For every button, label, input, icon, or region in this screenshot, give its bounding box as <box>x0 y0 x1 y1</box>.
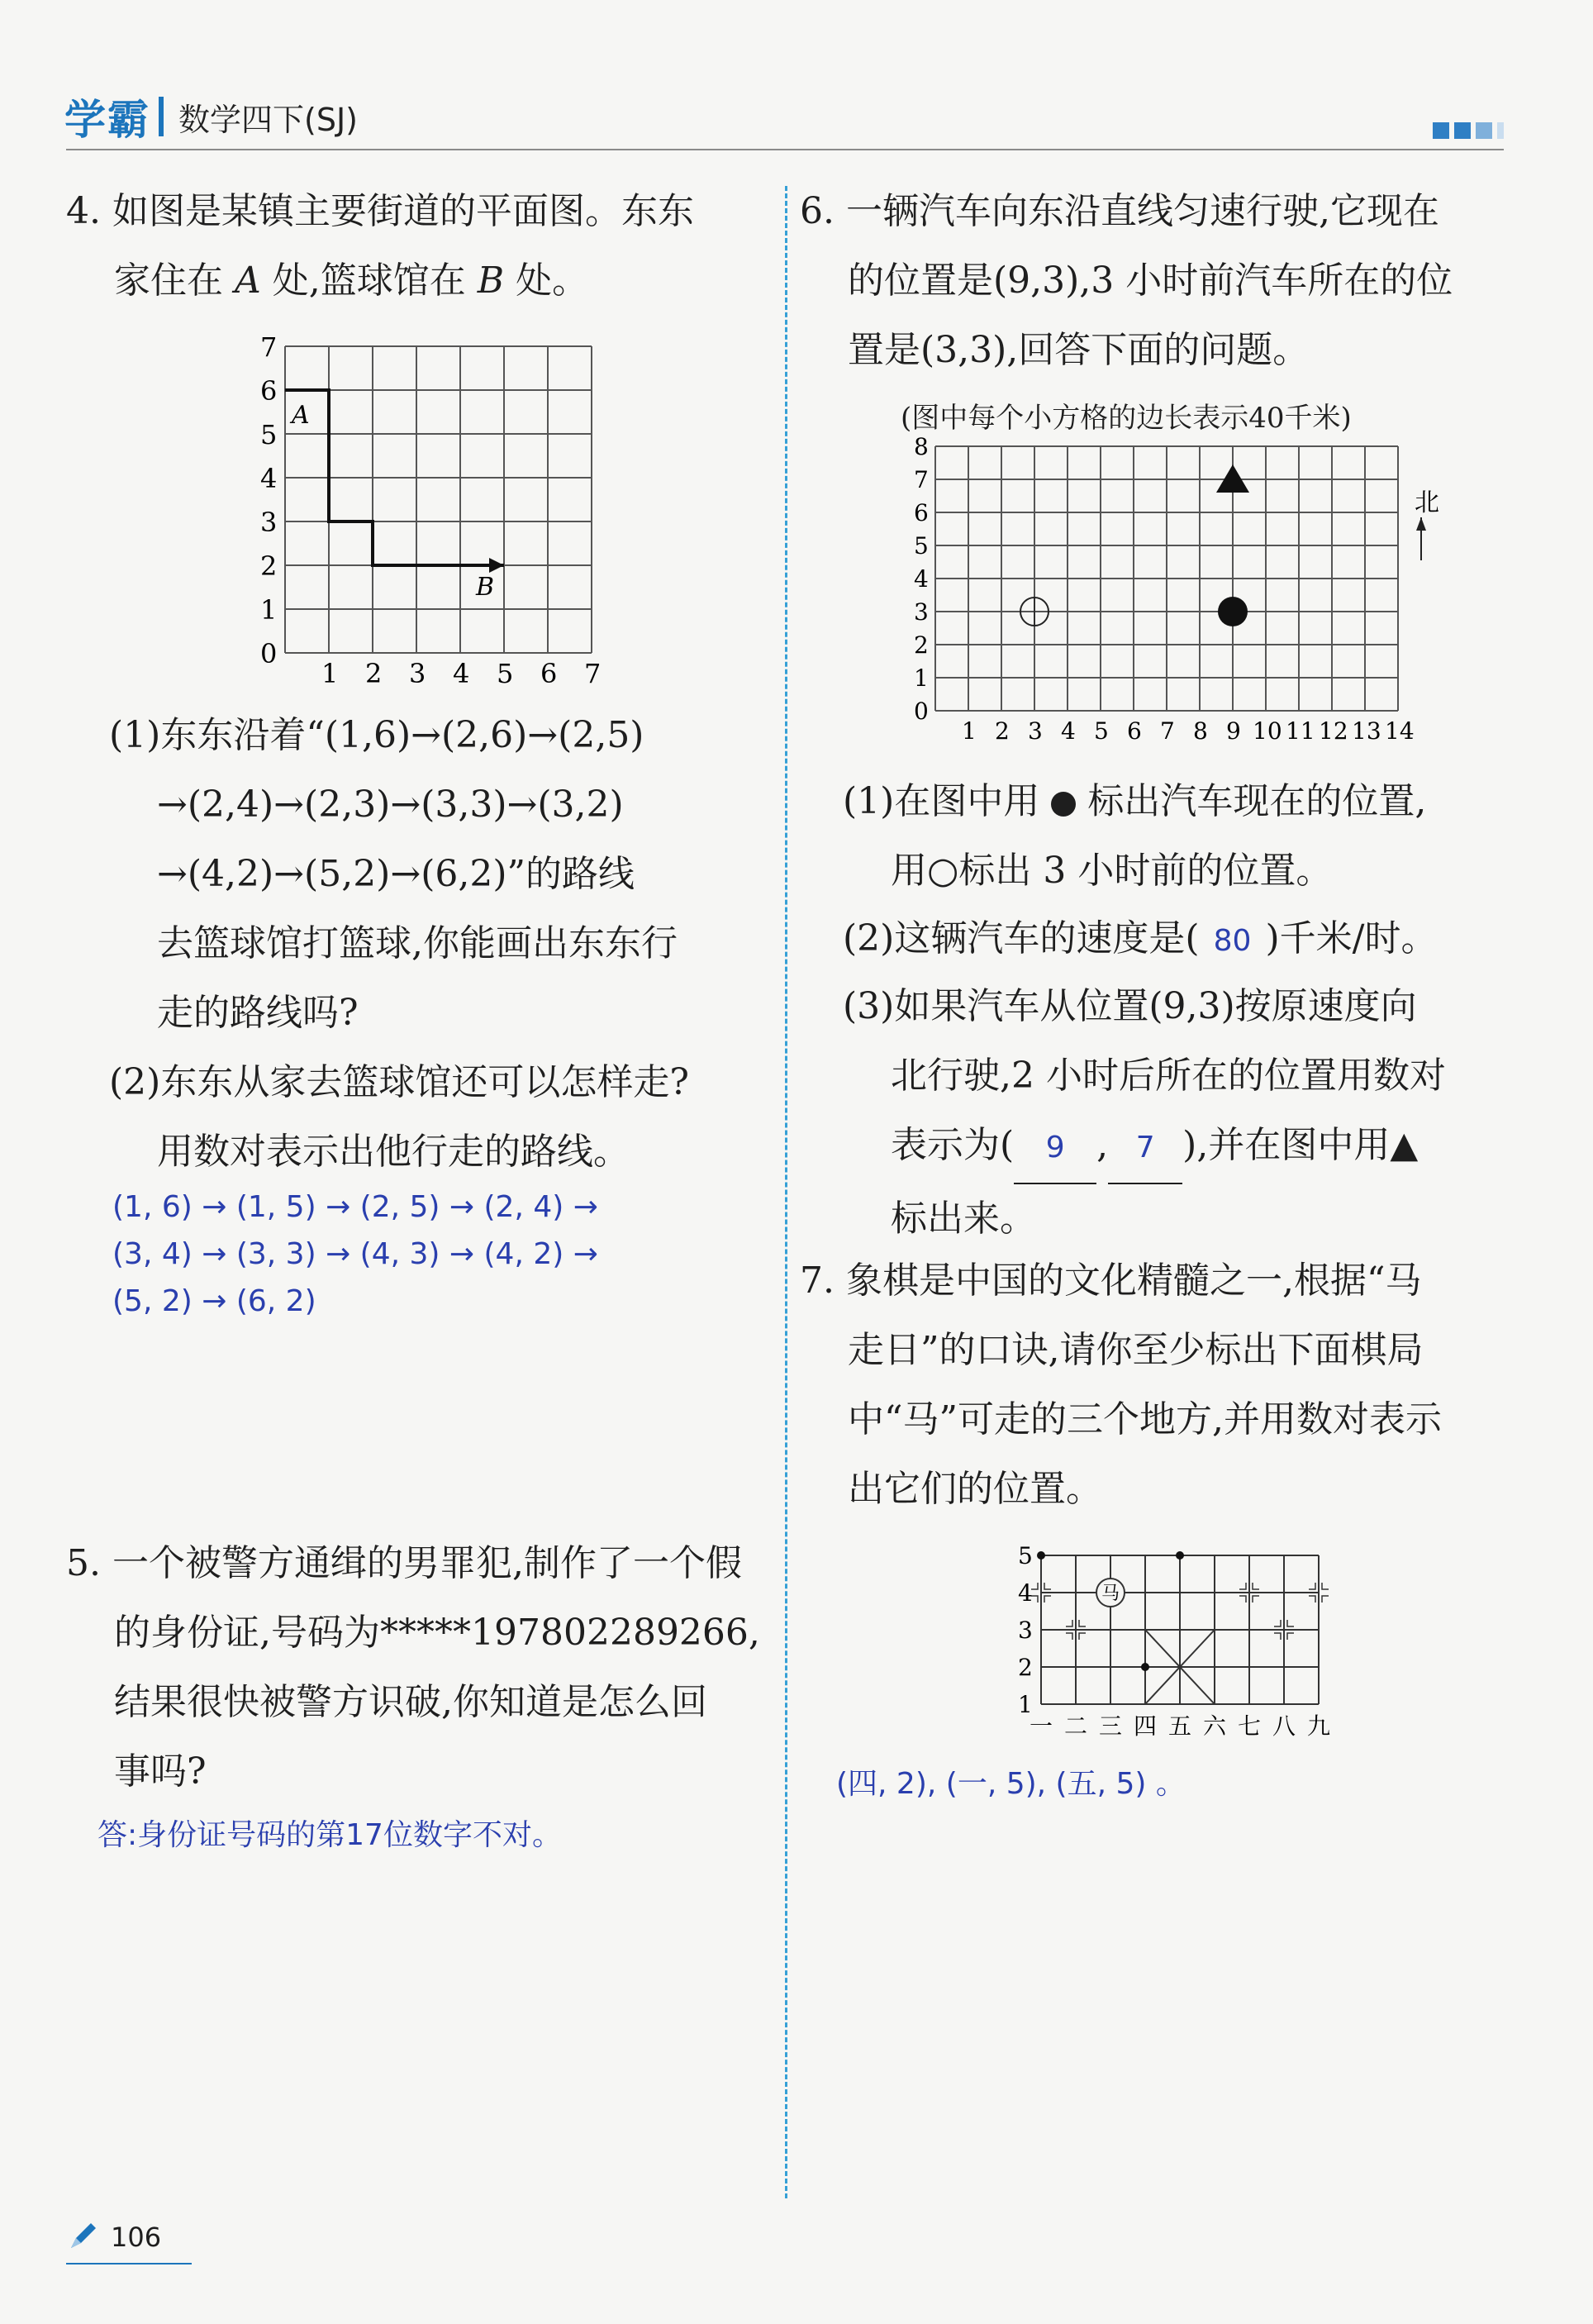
y-tick-label: 2 <box>260 550 278 582</box>
position-mark <box>1044 1583 1051 1589</box>
x-tick-label: 1 <box>321 658 339 689</box>
position-mark <box>1274 1620 1281 1626</box>
q5-answer: 答:身份证号码的第17位数字不对。 <box>97 1818 562 1852</box>
x-tick-label: 七 <box>1238 1712 1262 1740</box>
q5-line3: 结果很快被警方识破,你知道是怎么回 <box>114 1681 707 1723</box>
y-tick-label: 6 <box>914 499 929 526</box>
q4-stem-line1: 4. 如图是某镇主要街道的平面图。东东 <box>66 190 694 232</box>
x-tick-label: 六 <box>1203 1712 1227 1740</box>
q5-line4: 事吗? <box>114 1750 207 1793</box>
header-decoration <box>1433 122 1504 139</box>
position-mark <box>1287 1620 1294 1626</box>
position-mark <box>1079 1633 1086 1640</box>
q4-answer-line3: (5, 2) → (6, 2) <box>112 1284 316 1318</box>
q4-sub2-line2: 用数对表示出他行走的路线。 <box>157 1131 630 1173</box>
x-tick-label: 6 <box>540 658 558 689</box>
x-tick-label: 三 <box>1099 1712 1123 1740</box>
x-tick-label: 五 <box>1168 1712 1192 1740</box>
north-label: 北 <box>1415 488 1439 517</box>
y-tick-label: 5 <box>914 532 929 560</box>
y-tick-label: 1 <box>1018 1691 1033 1718</box>
column-divider <box>785 186 787 2198</box>
position-mark <box>1322 1596 1329 1603</box>
pencil-icon <box>66 2220 99 2253</box>
q5-line1: 5. 一个被警方通缉的男罪犯,制作了一个假 <box>66 1542 742 1584</box>
q7-chess-board <box>1008 1539 1355 1745</box>
q7-line2: 走日”的口诀,请你至少标出下面棋局 <box>848 1329 1424 1371</box>
q6-sub1-line1: (1)在图中用 标出汽车现在的位置, <box>843 780 1427 822</box>
current-position-marker <box>1218 597 1248 626</box>
q4-stem <box>66 177 768 316</box>
x-tick-label: 5 <box>1094 717 1109 745</box>
q7-line3: 中“马”可走的三个地方,并用数对表示 <box>848 1398 1442 1441</box>
x-tick-label: 13 <box>1352 717 1381 745</box>
y-tick-label: 8 <box>914 433 929 460</box>
x-tick-label: 八 <box>1272 1712 1296 1740</box>
q4-answer-line1: (1, 6) → (1, 5) → (2, 5) → (2, 4) → <box>112 1190 598 1224</box>
q6-sub3 <box>843 972 1570 1254</box>
book-title: 数学四下(SJ) <box>178 101 358 138</box>
position-mark <box>1253 1583 1259 1589</box>
position-mark <box>1079 1620 1086 1626</box>
q7-answer: (四, 2), (一, 5), (五, 5) 。 <box>836 1767 1186 1801</box>
position-mark <box>1066 1620 1072 1626</box>
q4-sub2-line1: (2)东东从家去篮球馆还可以怎样走? <box>109 1061 689 1103</box>
q4-sub1-line1: (1)东东沿着“(1,6)→(2,6)→(2,5) <box>109 714 644 756</box>
q5-line2: 的身份证,号码为*****197802289266, <box>114 1612 760 1654</box>
position-mark <box>1309 1596 1315 1603</box>
y-tick-label: 1 <box>260 594 278 626</box>
answer-dot <box>1037 1551 1045 1560</box>
position-mark <box>1239 1596 1246 1603</box>
x-tick-label: 10 <box>1253 717 1282 745</box>
brand-logo: 学霸 <box>64 96 150 144</box>
y-tick-label: 5 <box>260 419 278 450</box>
q4-sub1-line2: →(2,4)→(2,3)→(3,3)→(3,2) <box>157 783 624 826</box>
filled-circle-icon <box>1051 792 1076 817</box>
north-indicator <box>1396 481 1446 564</box>
x-tick-label: 7 <box>584 658 602 689</box>
point-b-label: B <box>476 573 495 602</box>
x-tick-label: 3 <box>1028 717 1043 745</box>
header-brand <box>64 83 358 150</box>
route-arrowhead-icon <box>489 558 504 573</box>
q6-stem <box>800 177 1527 385</box>
header-rule <box>66 149 1504 150</box>
q6-speed-answer: 80 <box>1213 924 1252 958</box>
position-mark <box>1274 1633 1281 1640</box>
q4-sub1 <box>109 701 770 1048</box>
x-tick-label: 6 <box>1127 717 1142 745</box>
y-tick-label: 4 <box>914 565 929 593</box>
position-mark <box>1322 1583 1329 1589</box>
y-tick-label: 6 <box>260 375 278 407</box>
q6-grid-caption: (图中每个小方格的边长表示40千米) <box>901 402 1352 435</box>
q4-sub2 <box>109 1048 770 1187</box>
q4-street-grid <box>248 335 628 690</box>
y-tick-label: 4 <box>1018 1579 1033 1607</box>
y-tick-label: 2 <box>1018 1654 1033 1681</box>
footer <box>66 2220 161 2253</box>
q6-sub2: (2)这辆汽车的速度是( 80 )千米/时。 <box>843 904 1570 976</box>
x-tick-label: 7 <box>1160 717 1175 745</box>
x-tick-label: 14 <box>1385 717 1415 745</box>
y-tick-label: 1 <box>914 664 929 692</box>
q6-sub1-line2: 用○标出 3 小时前的位置。 <box>891 850 1333 892</box>
q4-answer <box>112 1183 773 1325</box>
y-tick-label: 7 <box>914 466 929 493</box>
q4-answer-line2: (3, 4) → (3, 3) → (4, 3) → (4, 2) → <box>112 1237 598 1271</box>
x-tick-label: 四 <box>1134 1712 1158 1740</box>
q6-answer-x: 9 <box>1014 1113 1096 1184</box>
x-tick-label: 9 <box>1226 717 1241 745</box>
x-tick-label: 4 <box>1061 717 1076 745</box>
y-tick-label: 5 <box>1018 1542 1033 1569</box>
q6-answer-y: 7 <box>1108 1113 1182 1184</box>
y-tick-label: 4 <box>260 463 278 494</box>
x-tick-label: 二 <box>1064 1712 1088 1740</box>
q7-line1: 7. 象棋是中国的文化精髓之一,根据“马 <box>800 1260 1422 1302</box>
footer-rule <box>66 2263 192 2264</box>
y-tick-label: 7 <box>260 335 278 363</box>
q6-line3: 置是(3,3),回答下面的问题。 <box>848 329 1310 371</box>
x-tick-label: 4 <box>453 658 470 689</box>
q6-sub3-line2: 北行驶,2 小时后所在的位置用数对 <box>891 1055 1446 1097</box>
q6-sub1 <box>843 767 1570 906</box>
y-tick-label: 3 <box>914 598 929 626</box>
x-tick-label: 2 <box>365 658 383 689</box>
position-mark <box>1239 1583 1246 1589</box>
point-a-label: A <box>292 401 310 430</box>
q6-position-grid <box>894 430 1456 760</box>
q4-stem-line2: 家住在 A 处,篮球馆在 B 处。 <box>114 260 589 302</box>
position-mark <box>1044 1596 1051 1603</box>
q6-sub3-line4: 标出来。 <box>891 1198 1036 1240</box>
north-arrowhead-icon <box>1416 517 1426 531</box>
q7-line4: 出它们的位置。 <box>848 1468 1102 1510</box>
q6-sub3-line1: (3)如果汽车从位置(9,3)按原速度向 <box>843 985 1417 1027</box>
q6-line2: 的位置是(9,3),3 小时前汽车所在的位 <box>848 260 1453 302</box>
q7-stem <box>800 1246 1527 1524</box>
q5-stem <box>66 1529 777 1807</box>
y-tick-label: 0 <box>914 698 929 725</box>
y-tick-label: 0 <box>260 638 278 669</box>
x-tick-label: 九 <box>1307 1712 1331 1740</box>
position-mark <box>1253 1596 1259 1603</box>
answer-dot <box>1141 1663 1149 1671</box>
y-tick-label: 3 <box>260 507 278 538</box>
q4-sub1-line5: 走的路线吗? <box>157 992 359 1034</box>
x-tick-label: 11 <box>1286 717 1315 745</box>
q6-line1: 6. 一辆汽车向东沿直线匀速行驶,它现在 <box>800 190 1439 232</box>
x-tick-label: 12 <box>1319 717 1348 745</box>
x-tick-label: 8 <box>1193 717 1208 745</box>
x-tick-label: 一 <box>1030 1712 1053 1740</box>
page-number: 106 <box>111 2222 162 2253</box>
x-tick-label: 3 <box>409 658 426 689</box>
horse-piece-label: 马 <box>1101 1583 1120 1604</box>
x-tick-label: 2 <box>995 717 1010 745</box>
q4-sub1-line4: 去篮球馆打篮球,你能画出东东行 <box>157 922 678 964</box>
position-mark <box>1287 1633 1294 1640</box>
x-tick-label: 1 <box>962 717 977 745</box>
brand-separator <box>159 97 164 136</box>
y-tick-label: 2 <box>914 631 929 659</box>
answer-dot <box>1176 1551 1184 1560</box>
position-mark <box>1066 1633 1072 1640</box>
y-tick-label: 3 <box>1018 1617 1033 1644</box>
q4-sub1-line3: →(4,2)→(5,2)→(6,2)”的路线 <box>157 853 635 895</box>
x-tick-label: 5 <box>497 658 514 689</box>
position-mark <box>1309 1583 1315 1589</box>
q6-sub3-line3: 表示为( 9 , 7 ),并在图中用▲ <box>843 1111 1570 1184</box>
